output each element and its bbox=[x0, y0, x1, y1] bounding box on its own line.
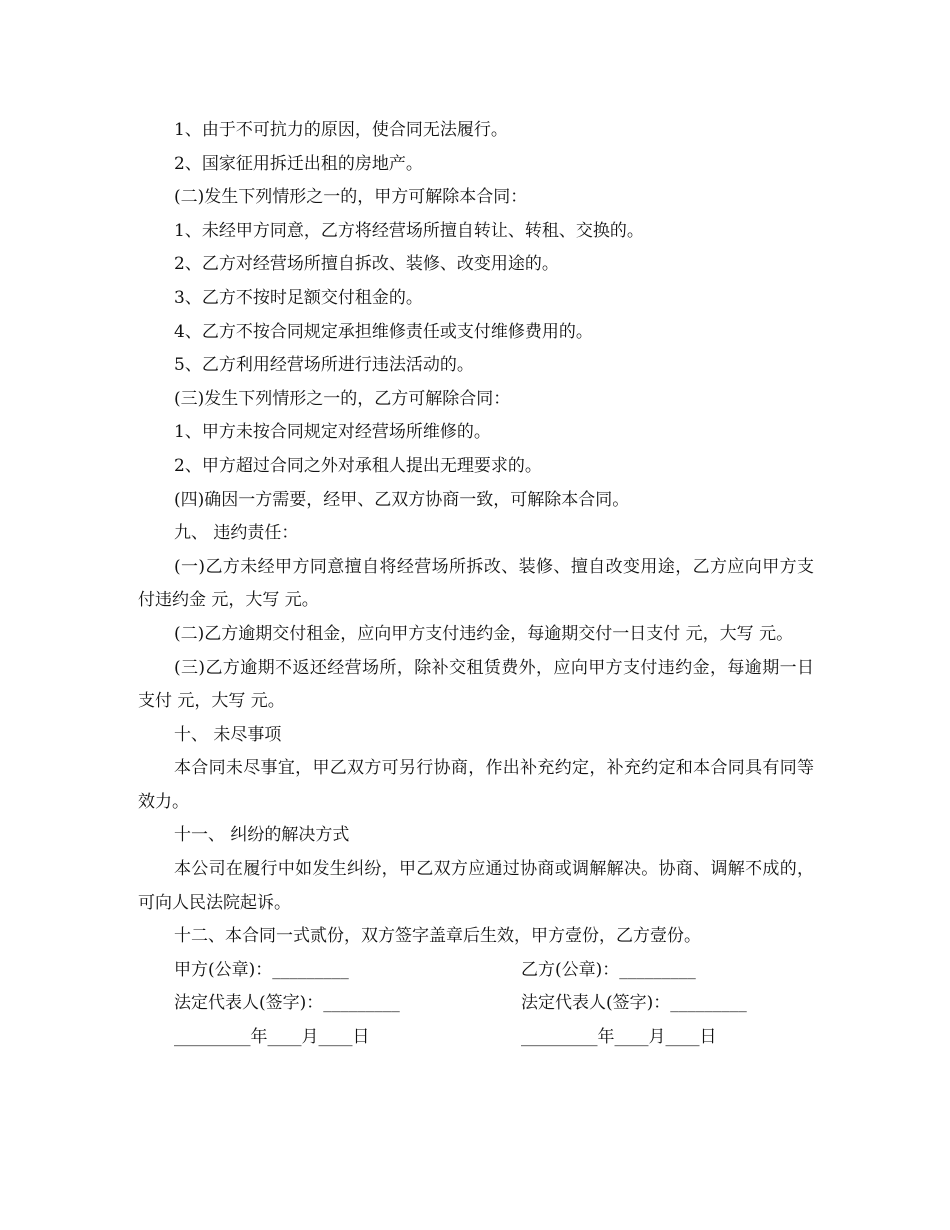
clause-illegal-activity: 5、乙方利用经营场所进行违法活动的。 bbox=[174, 355, 474, 376]
clause-unauthorized-transfer: 1、未经甲方同意，乙方将经营场所擅自转让、转租、交换的。 bbox=[174, 220, 644, 241]
clause-mutual-termination: (四)确因一方需要，经甲、乙双方协商一致，可解除本合同。 bbox=[174, 489, 630, 510]
clause-breach-no-return: (三)乙方逾期不返还经营场所，除补交租赁费外，应向甲方支付违约金，每逾期一日支付 元，大写 元。 bbox=[138, 657, 814, 712]
party-b-date-line: _________年____月____日 bbox=[521, 1027, 717, 1048]
section-heading-dispute: 十一、 纠纷的解决方式 bbox=[174, 825, 350, 846]
contract-body bbox=[138, 114, 814, 1055]
signature-row-representative bbox=[138, 987, 814, 1021]
clause-copies: 十二、本合同一式贰份，双方签字盖章后生效，甲方壹份，乙方壹份。 bbox=[174, 926, 701, 947]
party-a-representative-line: 法定代表人(签字)：_________ bbox=[174, 993, 400, 1014]
clause-unreasonable-demands: 2、甲方超过合同之外对承租人提出无理要求的。 bbox=[174, 455, 542, 476]
section-party-a-termination: (二)发生下列情形之一的，甲方可解除本合同： bbox=[174, 187, 528, 208]
section-party-b-termination: (三)发生下列情形之一的，乙方可解除合同： bbox=[174, 388, 511, 409]
party-a-date-line: _________年____月____日 bbox=[174, 1027, 370, 1048]
clause-breach-late-rent: (二)乙方逾期交付租金，应向甲方支付违约金，每逾期交付一日支付 元，大写 元。 bbox=[174, 623, 794, 644]
party-b-seal-line: 乙方(公章)：_________ bbox=[521, 959, 696, 980]
signature-row-seal bbox=[138, 954, 814, 988]
clause-late-rent: 3、乙方不按时足额交付租金的。 bbox=[174, 287, 423, 308]
section-heading-other-matters: 十、 未尽事项 bbox=[174, 724, 282, 745]
clause-force-majeure: 1、由于不可抗力的原因，使合同无法履行。 bbox=[174, 120, 508, 140]
clause-dispute-resolution: 本公司在履行中如发生纠纷，甲乙双方应通过协商或调解解决。协商、调解不成的，可向人民法院起诉。 bbox=[138, 859, 814, 913]
clause-expropriation: 2、国家征用拆迁出租的房地产。 bbox=[174, 153, 423, 174]
clause-breach-alteration: (一)乙方未经甲方同意擅自将经营场所拆改、装修、擅自改变用途，乙方应向甲方支付违约金 元，大写 元。 bbox=[138, 556, 814, 611]
section-heading-breach: 九、 违约责任： bbox=[174, 523, 299, 544]
clause-supplementary-agreement: 本合同未尽事宜，甲乙双方可另行协商，作出补充约定，补充约定和本合同具有同等效力。 bbox=[138, 758, 814, 812]
clause-maintenance-duty: 4、乙方不按合同规定承担维修责任或支付维修费用的。 bbox=[174, 321, 593, 342]
party-a-seal-line: 甲方(公章)：_________ bbox=[174, 959, 349, 980]
clause-no-repair: 1、甲方未按合同规定对经营场所维修的。 bbox=[174, 422, 491, 443]
clause-unauthorized-alteration: 2、乙方对经营场所擅自拆改、装修、改变用途的。 bbox=[174, 254, 559, 275]
party-b-representative-line: 法定代表人(签字)：_________ bbox=[521, 993, 747, 1014]
signature-row-date bbox=[138, 1021, 814, 1055]
